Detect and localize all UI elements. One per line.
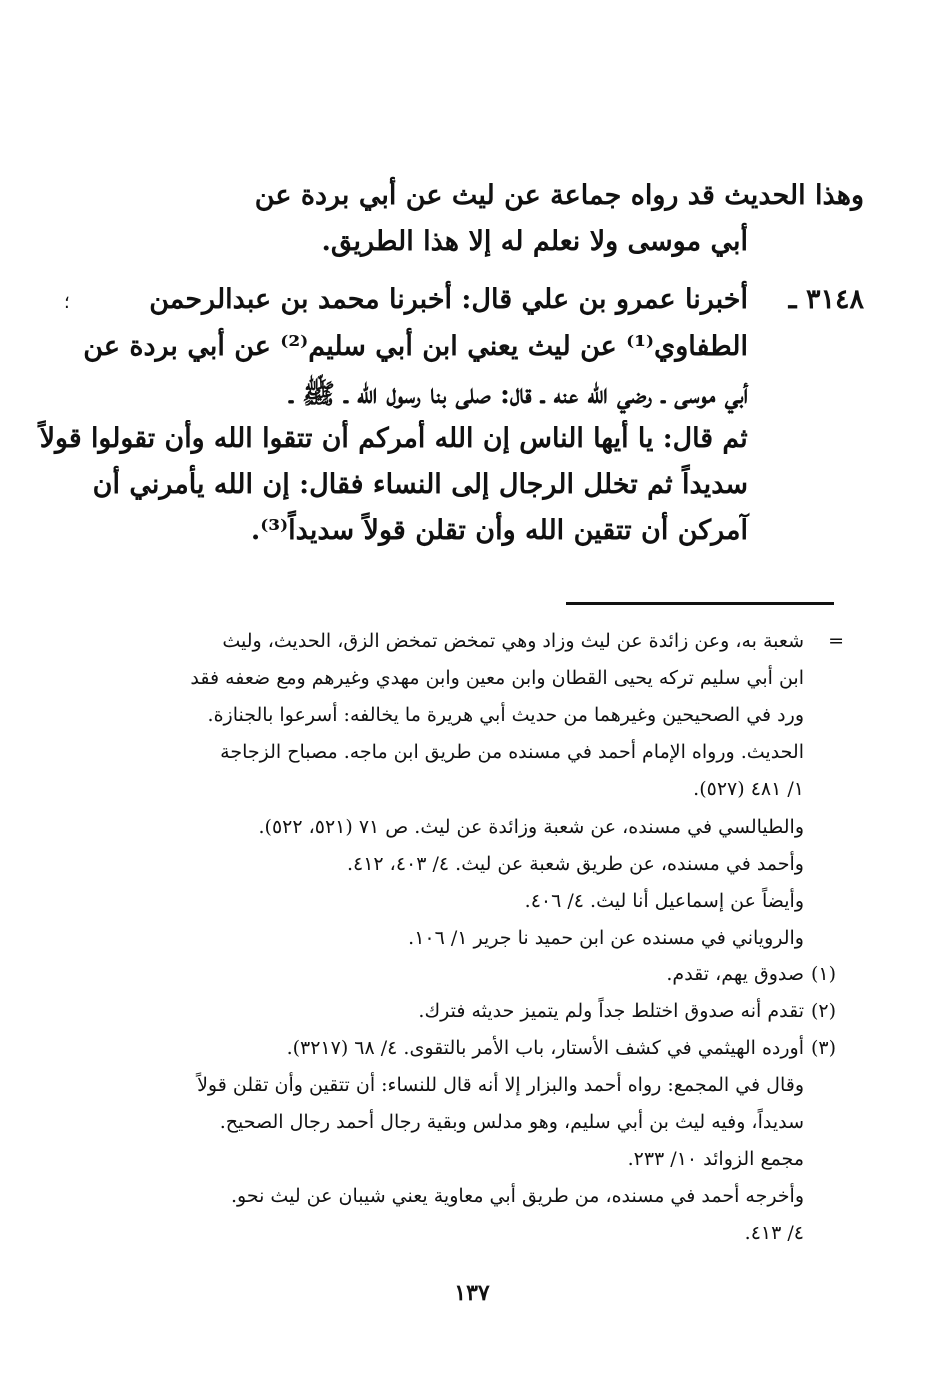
hadith-line-3: أبي موسى ـ رضي الله عنه ـ قال: صلى بنا رسول الله ـ ﷺ ـ: [289, 379, 748, 410]
footnote-cont-line-2: ابن أبي سليم تركه يحيى القطان وابن معين وابن مهدي وغيرهم ومع ضعفه فقد: [190, 667, 804, 689]
footnote-1-number: (١): [810, 963, 836, 985]
hadith-line-1: أخبرنا عمرو بن علي قال: أخبرنا محمد بن عبدالرحمن: [149, 284, 748, 315]
hadith-line-5: سديداً ثم تخلل الرجال إلى النساء فقال: إن الله يأمرني أن: [92, 469, 748, 500]
hadith-line-2: الطفاوي⁽¹⁾ عن ليث يعني ابن أبي سليم⁽²⁾ عن أبي بردة عن: [83, 331, 748, 362]
footnote-extra-line-2: وأحمد في مسنده، عن طريق شعبة عن ليث. ٤/ ٤٠٣، ٤١٢.: [346, 853, 804, 875]
footnote-cont-line-3: ورد في الصحيحين وغيرهما من حديث أبي هريرة ما يخالفه: أسرعوا بالجنازة.: [207, 704, 804, 726]
footnote-cont-line-5: ١/ ٤٨١ (٥٢٧).: [693, 778, 804, 800]
page-number: ١٣٧: [454, 1280, 490, 1306]
footnote-separator: [566, 602, 834, 605]
continuation-marker: =: [828, 630, 844, 652]
footnote-3-number: (٣): [810, 1037, 836, 1059]
footnote-3-extra-line-1: وقال في المجمع: رواه أحمد والبزار إلا أنه قال للنساء: أن تتقين وأن تقلن قولاً: [197, 1074, 804, 1096]
footnote-2-number: (٢): [810, 1000, 836, 1022]
intro-line-2: أبي موسى ولا نعلم له إلا هذا الطريق.: [321, 226, 748, 257]
footnote-cont-line-1: شعبة به، وعن زائدة عن ليث وزاد وهي تمخض تمخض الزق، الحديث، وليث: [222, 630, 804, 652]
footnote-3-extra-line-4: وأخرجه أحمد في مسنده، من طريق أبي معاوية يعني شيبان عن ليث نحو.: [230, 1185, 804, 1207]
footnote-extra-line-4: والروياني في مسنده عن ابن حميد نا جرير ١/ ١٠٦.: [408, 927, 804, 949]
footnote-1-text: صدوق يهم، تقدم.: [666, 963, 804, 985]
footnote-3-extra-line-2: سديداً، وفيه ليث بن أبي سليم، وهو مدلس وبقية رجال أحمد رجال الصحيح.: [219, 1111, 804, 1133]
hadith-number: ٣١٤٨ ـ: [788, 284, 864, 315]
hadith-line-4: ثم قال: يا أيها الناس إن الله أمركم أن تتقوا الله وأن تقولوا قولاً: [39, 423, 748, 454]
margin-mark: ؛: [64, 292, 70, 313]
footnote-extra-line-3: وأيضاً عن إسماعيل أنا ليث. ٤/ ٤٠٦.: [524, 890, 804, 912]
intro-line-1: وهذا الحديث قد رواه جماعة عن ليث عن أبي بردة عن: [254, 180, 864, 211]
hadith-line-6: آمركن أن تتقين الله وأن تقلن قولاً سديداً⁽³⁾.: [250, 515, 748, 546]
footnote-extra-line-1: والطيالسي في مسنده، عن شعبة وزائدة عن ليث. ص ٧١ (٥٢١، ٥٢٢).: [258, 816, 804, 838]
footnote-3-extra-line-5: ٤/ ٤١٣.: [744, 1222, 804, 1244]
footnote-3-text: أورده الهيثمي في كشف الأستار، باب الأمر بالتقوى. ٤/ ٦٨ (٣٢١٧).: [286, 1037, 804, 1059]
footnote-2-text: تقدم أنه صدوق اختلط جداً ولم يتميز حديثه فترك.: [418, 1000, 804, 1022]
footnote-cont-line-4: الحديث. ورواه الإمام أحمد في مسنده من طريق ابن ماجه. مصباح الزجاجة: [220, 741, 804, 763]
footnote-3-extra-line-3: مجمع الزوائد ١٠/ ٢٣٣.: [627, 1148, 804, 1170]
